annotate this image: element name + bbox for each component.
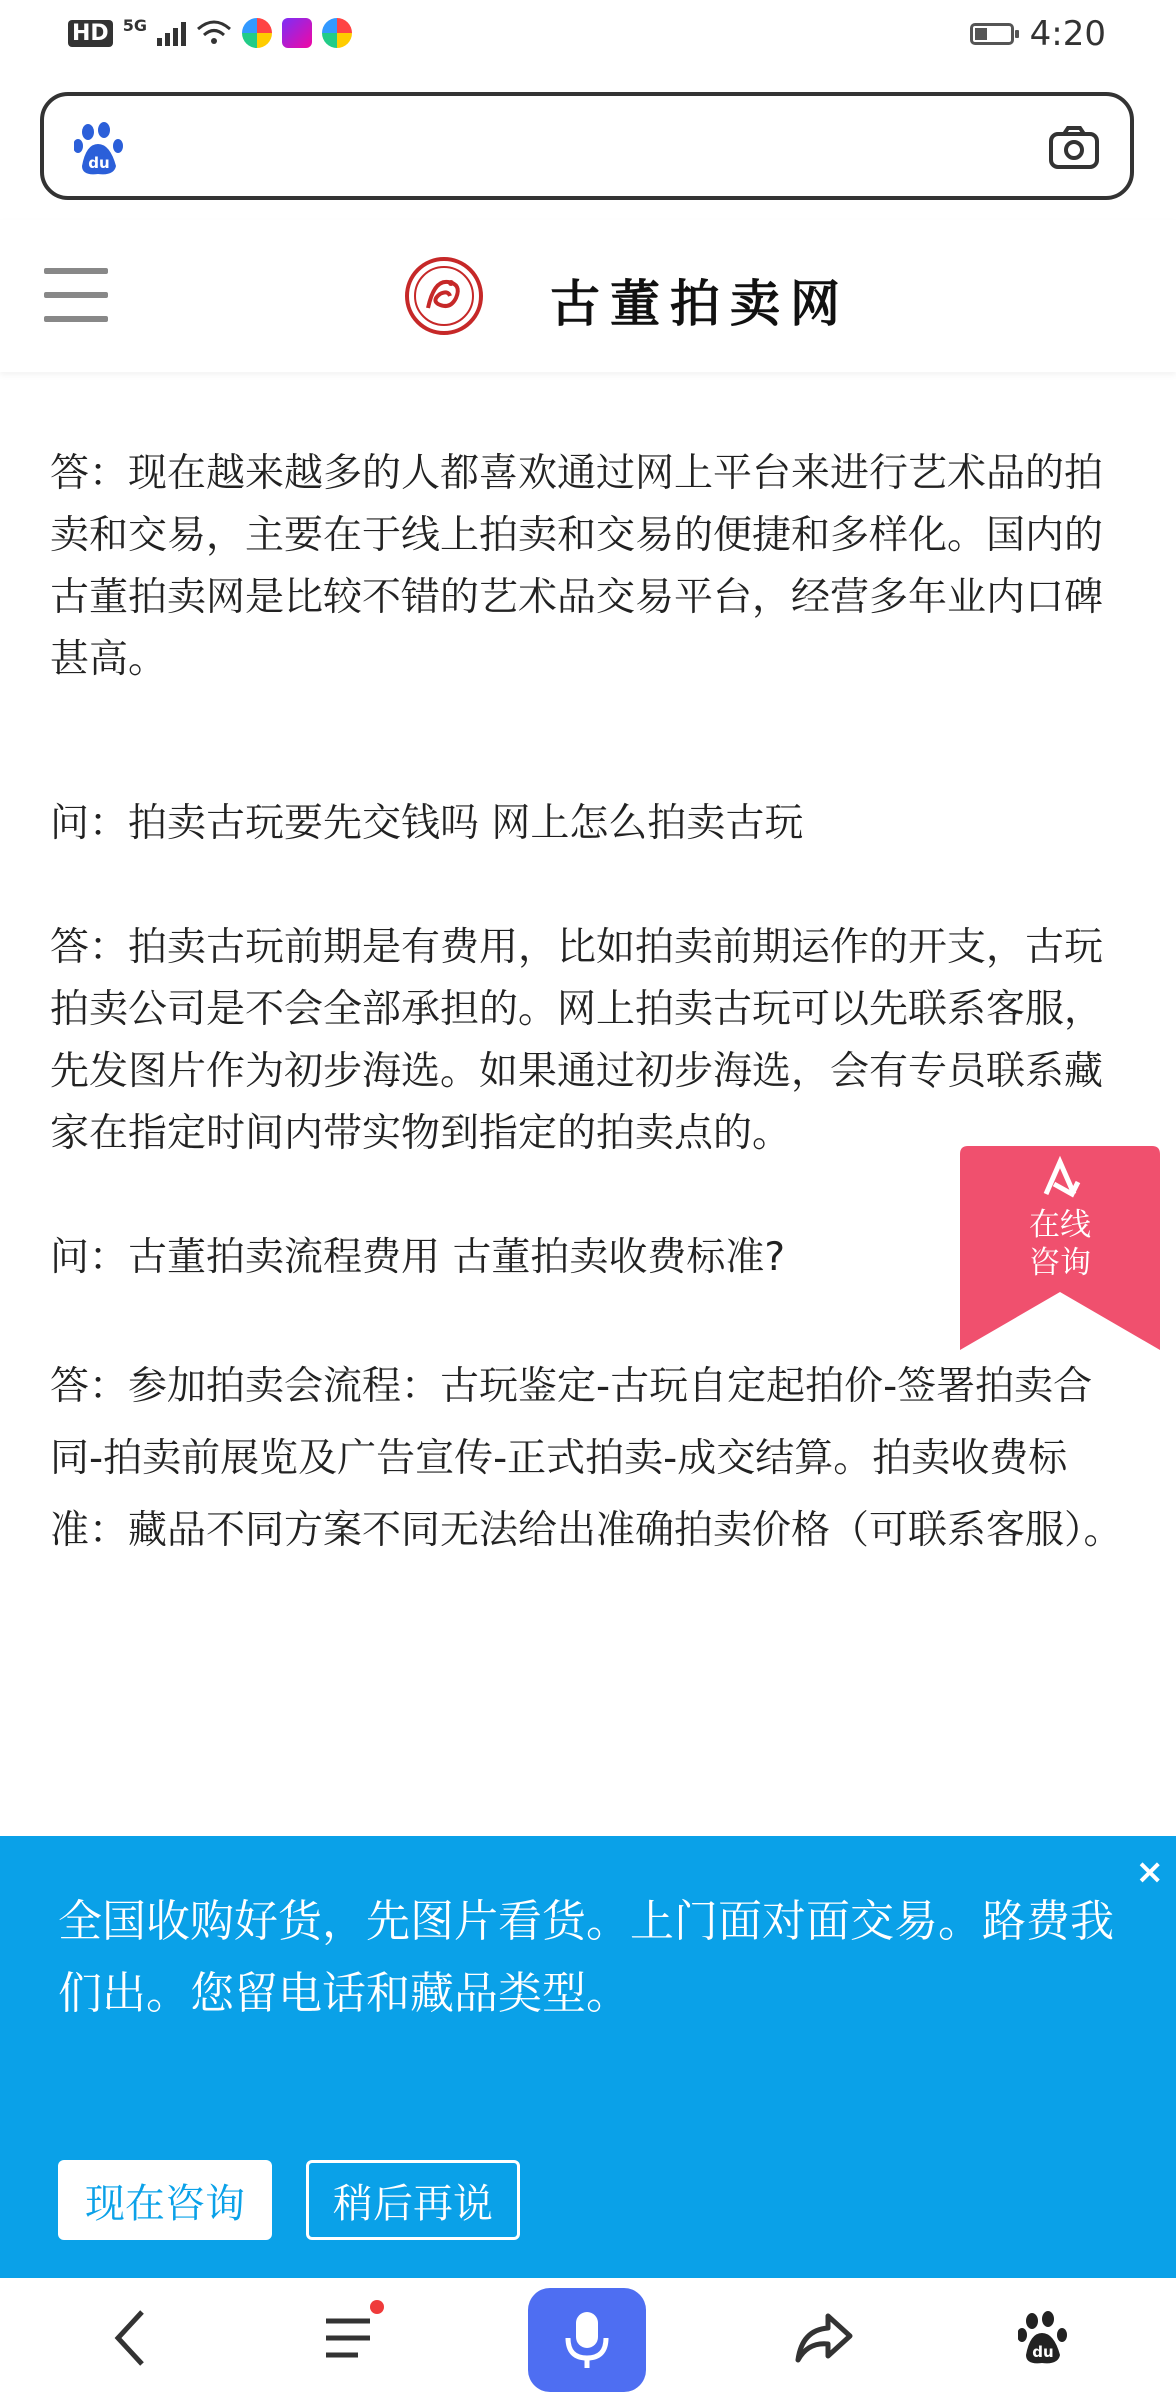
baidu-paw-icon[interactable] xyxy=(1004,2298,1084,2378)
app-notification-icon-2 xyxy=(322,18,352,48)
answer-text: 答：现在越来越多的人都喜欢通过网上平台来进行艺术品的拍卖和交易，主要在于线上拍卖和交易的便捷和多样化。国内的古董拍卖网是比较不错的艺术品交易平台，经营多年业内口碑甚高。 xyxy=(50,451,1104,682)
hd-indicator: HD xyxy=(68,20,113,47)
online-consult-button[interactable] xyxy=(960,1146,1160,1350)
answer-text: 答：拍卖古玩前期是有费用，比如拍卖前期运作的开支，古玩拍卖公司是不会全部承担的。网上拍卖古玩可以先联系客服，先发图片作为初步海选。如果通过初步海选，会有专员联系藏家在指定时间内带实物到指定的拍卖点的。 xyxy=(50,925,1104,1156)
video-app-icon xyxy=(282,18,312,48)
signal-icon xyxy=(157,20,186,46)
promo-banner xyxy=(0,1836,1176,2278)
bottom-navigation xyxy=(0,2278,1176,2400)
app-notification-icon xyxy=(242,18,272,48)
wifi-icon xyxy=(196,19,232,47)
microphone-icon[interactable] xyxy=(528,2288,646,2392)
svg-text:du: du xyxy=(1032,2343,1054,2361)
site-title[interactable]: 古董拍卖网 xyxy=(550,274,850,333)
question-text: 问：古董拍卖流程费用 古董拍卖收费标准? xyxy=(50,1235,786,1280)
clock: 4:20 xyxy=(1029,14,1106,54)
question-text: 问：拍卖古玩要先交钱吗 网上怎么拍卖古玩 xyxy=(50,801,804,846)
close-icon[interactable]: × xyxy=(1135,1852,1164,1892)
status-bar xyxy=(0,0,1176,72)
search-bar[interactable] xyxy=(40,92,1134,200)
menu-icon[interactable] xyxy=(310,2298,390,2378)
camera-icon[interactable] xyxy=(1048,126,1100,170)
dragon-seal-logo xyxy=(404,256,484,336)
consult-now-button[interactable]: 现在咨询 xyxy=(58,2160,272,2240)
site-header xyxy=(0,220,1176,372)
back-icon[interactable] xyxy=(90,2298,170,2378)
promo-text: 全国收购好货，先图片看货。上门面对面交易。路费我们出。您留电话和藏品类型。 xyxy=(58,1896,1114,2019)
consult-label-line1: 在线 xyxy=(1029,1207,1091,1243)
hamburger-icon[interactable] xyxy=(44,268,108,324)
baidu-paw-icon[interactable] xyxy=(74,122,126,176)
svg-text:du: du xyxy=(88,154,110,172)
share-icon[interactable] xyxy=(784,2298,864,2378)
notification-dot xyxy=(370,2300,384,2314)
consult-label-line2: 咨询 xyxy=(1029,1245,1091,1281)
network-type: 5G xyxy=(122,15,147,35)
article-content xyxy=(50,335,1130,1567)
later-button[interactable]: 稍后再说 xyxy=(306,2160,520,2240)
answer-text: 答：参加拍卖会流程：古玩鉴定-古玩自定起拍价-签署拍卖合同-拍卖前展览及广告宣传-正式拍卖-成交结算。拍卖收费标准：藏品不同方案不同无法给出准确拍卖价格（可联系客服）。 xyxy=(50,1364,1123,1553)
battery-icon xyxy=(970,23,1014,45)
